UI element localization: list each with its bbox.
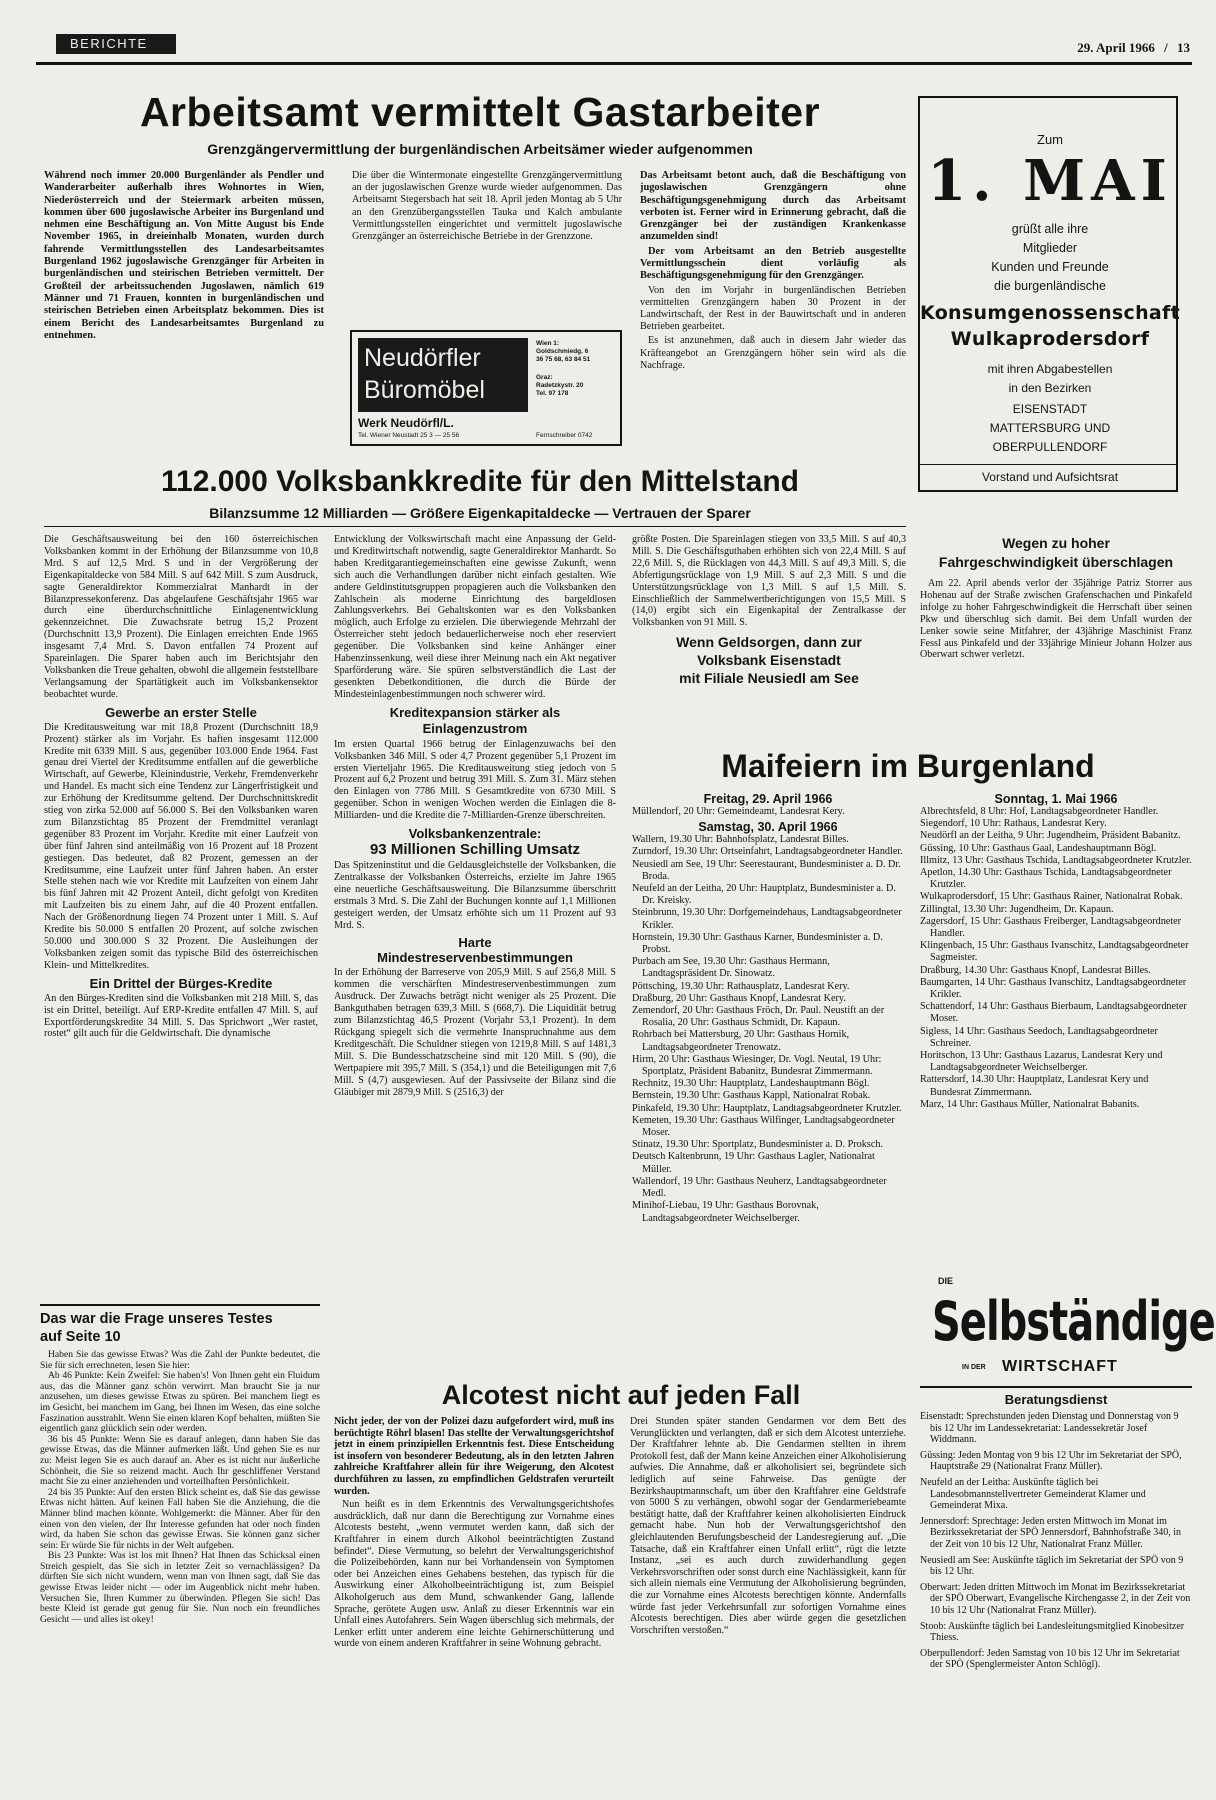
ad-volksbank-line3: mit Filiale Neusiedl am See (679, 670, 859, 687)
subhead-harte-1: Harte (458, 935, 492, 951)
speed-text: Am 22. April abends verlor der 35jährige Patriz Storrer aus Hohenau auf der Straße zwischen Grafenschachen und Pinkafeld infolge zu hoher Fahrgeschwindigkeit die Herrschaft über seinen Pkw und überschlug sich damit. Bei dem Unfall wurden der Lenker sowie seine Mitfahrer, der 43jährige Maschinist Franz Fessl aus Pinkafeld und der 33jährige Minieur Johann Holzer aus Oberwart schwer verletzt. (920, 578, 1192, 661)
ad-mai-company-2: Wulkaprodersdorf (950, 328, 1150, 350)
beratung-entry: Eisenstadt: Sprechstunden jeden Dienstag und Donnerstag von 9 bis 12 Uhr im Landessekretariat: Landessekretär Josef Widdmann. (920, 1411, 1179, 1446)
alcotest-col1-text: Nun heißt es in dem Erkenntnis des Verwaltungsgerichtshofes ausdrücklich, daß nur dann die Berechtigung zur Vornahme eines Alcotests besteht, „wenn vermutet werden kann, daß sich der Kraftfahrer in einem durch Alkohol beeinträchtigten Zustand befindet“. Diese Vermutung, so belehrt der Verwaltungsgerichtshof die Polizeibehörden, kann nur bei Vorhandensein von Symptomen oder bei Anzeichen eines Gehabens bestehen, das typisch für die Auswirkung einer Alkoholbeeinträchtigung ist, zum Beispiel Alkoholgeruch aus dem Mund, schwankender Gang, lallende Sprache, gerötete Augen usw. Anlaß zu dieser Erkenntnis war ein Unfall eines Autofahrers. Sein Wagen überschlug sich mehrmals, der Lenker erlitt unter anderem eine leichte Gehirnerschütterung und wurde von einem anderen Kraftfahrer in seine Wohnung gebracht. (334, 1499, 614, 1650)
testbox-headline-1: Das war die Frage unseres Testes (40, 1311, 273, 1327)
maifeier-entry: Rechnitz, 19.30 Uhr: Hauptplatz, Landeshauptmann Bögl. (632, 1078, 870, 1090)
ad-graz-label: Graz: (536, 374, 553, 381)
maifeier-entry: Müllendorf, 20 Uhr: Gemeindeamt, Landesrat Kery. (632, 806, 845, 817)
maifeier-entry: Siegendorf, 10 Uhr: Rathaus, Landesrat Kery. (920, 818, 1107, 830)
maifeier-entry: Hornstein, 19.30 Uhr: Gasthaus Karner, Bundesminister a. D. Probst. (632, 931, 883, 956)
maifeier-entry: Horitschon, 13 Uhr: Gasthaus Lazarus, Landesrat Kery und Landtagsabgeordneter Weichselberger. (920, 1050, 1163, 1074)
subhead-buerges: Ein Drittel der Bürges-Kredite (89, 975, 273, 991)
arbeitsamt-col3-para1: Das Arbeitsamt betont auch, daß die Beschäftigung von jugoslawischen Grenzgängern ohne Beschäftigungsgenehmigung durch das Arbeitsamt verboten ist. Ferner wird in Erinnerung gebracht, daß die Grenzgänger bei der zuständigen Krankenkasse anzumelden sind! (640, 170, 906, 243)
arbeitsamt-col3-para4: Es ist anzunehmen, daß auch in diesem Jahr wieder das Kräfteangebot an Grenzgängern höher sein wird als die Nachfrage. (640, 335, 906, 371)
maifeier-entry: Deutsch Kaltenbrunn, 19 Uhr: Gasthaus Lagler, Nationalrat Müller. (632, 1151, 875, 1175)
volksbank-rule (44, 526, 906, 527)
headline-speed-1: Wegen zu hoher (1002, 535, 1110, 551)
volksbank-col2-para2: Im ersten Quartal 1966 betrug der Einlagenzuwachs bei den Volksbanken 346 Mill. S oder 4,7 Prozent gegenüber 5,1 Prozent im ersten Vierteljahr 1965. Die Kreditausweitung stieg jedoch von 5 Prozent auf 6,2 Prozent und betrug 391 Mill. S. Zum 31. März stehen den Einlagen von 7786 Mill. S Gesamtkredite von 6730 Mill. S gegenüber. Schon in wenigen Wochen werden die Einlagen die 8-Milliarden- und die Kredite die 7-Milliarden-Grenze überschreiten. (334, 738, 616, 822)
subhead-volksbank: Bilanzsumme 12 Milliarden — Größere Eigenkapitaldecke — Vertrauen der Sparer (209, 505, 751, 521)
arbeitsamt-col1: Während noch immer 20.000 Burgenländer als Pendler und Wanderarbeiter außerhalb ihres Wohnortes in Wien, Niederösterreich und der Steiermark arbeiten müssen, kommen über 600 jugoslawische Arbeiter ins Burgenland und nehmen eine Beschäftigung an. Von Mitte August bis Ende November 1965, in dreieinhalb Monaten, wurden durch fahrende Vermittlungsstellen des Landesarbeitsamtes Burgenland 1962 jugoslawische Grenzgänger für Arbeiten in burgenländischen und steirischen Betrieben vermittelt. Der Großteil der arbeitssuchenden Jugoslawen, nämlich 619 Männer und 71 Frauen, konnten in burgenländischen und steirischen Betrieben einen Arbeitsplatz bekommen. Dies ist einem Bericht des Landesarbeitsamtes Burgenland zu entnehmen. (44, 170, 324, 341)
headline-maifeiern: Maifeiern im Burgenland (721, 748, 1095, 784)
maifeier-entry: Wallendorf, 19 Uhr: Gasthaus Neuherz, Landtagsabgeordneter Medl. (632, 1175, 887, 1200)
ad-selbst-in-der: IN DER (962, 1364, 986, 1371)
subhead-harte-2: Mindestreservenbestimmungen (377, 950, 573, 966)
maifeier-entry: Apetlon, 14.30 Uhr: Gasthaus Tschida, Landtagsabgeordneter Krutzler. (920, 867, 1172, 891)
maifeiern-day1-list (632, 806, 904, 818)
beratung-headline: Beratungsdienst (1004, 1392, 1108, 1407)
maifeier-entry: Wulkaprodersdorf, 15 Uhr: Gasthaus Rainer, Nationalrat Robak. (920, 891, 1183, 903)
ad-mai-title: 1. MAI (927, 148, 1173, 214)
ad-selbst-die: DIE (938, 1276, 954, 1286)
maifeier-entry: Bernstein, 19.30 Uhr: Gasthaus Kappl, Nationalrat Robak. (632, 1090, 871, 1102)
subhead-zentrale-1: Volksbankenzentrale: (408, 826, 542, 842)
ad-1-mai-konsum (918, 96, 1178, 492)
alcotest-col2: Drei Stunden später standen Gendarmen vor dem Bett des Verunglückten und verlangten, daß er sich dem Alcotest unterziehe. Der Kraftfahrer lehnte ab. Die Gendarmen stellten in ihrem Protokoll fest, daß der Mann keine Anzeichen einer Alkoholisierung aufwies. Die Annahme, daß er alkoholisiert sei, begründete sich lediglich auf seine Fahrweise. Das genügte der Bezirkshauptmannschaft, um über den Kraftfahrer eine Geldstrafe von 5000 S zu verhängen, obwohl sogar der Gendarmeriebeamte bestätigt hatte, daß der Kraftfahrer keinen alkoholisierten Eindruck gemacht habe. Nun hob der Verwaltungsgerichtshof den gleichlautenden Berufungsbescheid der Landesregierung auf. „Die Tatsache, daß ein Kraftfahrer einen Unfall erlitt“, rügt die letzte Instanz, „sei es auch durch zuwiderhandlung gegen Verkehrsvorschriften oder sonst durch eine Nachlässigkeit, kann für sich allein niemals eine Vermutung der Alkoholisierung begründen, die zur Vornahme eines Alcotests berechtigen könnte. Andernfalls würde fast jeder Verkehrsunfall zur sofortigen Vornahme eines Alcotests berechtigen. Dies aber würde gegen die gesetzlichen Vorschriften verstoßen.“ (630, 1416, 906, 1636)
ad-selbst-wirtschaft: WIRTSCHAFT (1002, 1358, 1118, 1375)
volksbank-col2-para1: Entwicklung der Volkswirtschaft macht eine Anpassung der Geld- und Kreditwirtschaft notwendig, sagte Generaldirektor Manhardt. So haben Kreditgarantiegemeinschaften eine gewisse Zukunft, wenn sich auch die Verhandlungen darüber nicht einfach gestalten. Wie andere Geldinstitutsgruppen propagieren auch die Volksbanken den Zahlschein als moderne Einrichtung des bargeldlosen Zahlungsverkehrs. Bei Gehaltskonten war es den Volksbanken möglich, auch Erfolge zu erzielen. Die überwiegende Mehrzahl der Österreicher steht jedoch bedauerlicherweise noch eher reserviert gegenüber. Die Volksbanken sind keine Anhänger einer Habenzinssenkung, weil diese ihrer Meinung nach ein Akt negativer Sparförderung wäre. Sie spüren selbstverständlich die Last der gesenkten Debetkonditionen, die durch die Bürde der Mindesteinlagenbestimmungen noch schwerer wird. (334, 534, 616, 700)
maifeier-entry: Kemeten, 19.30 Uhr: Gasthaus Wilfinger, Landtagsabgeordneter Moser. (632, 1114, 895, 1139)
volksbank-col1-para3: An den Bürges-Krediten sind die Volksbanken mit 218 Mill. S, das ist ein Drittel, beteiligt. Auf ERP-Kredite entfallen 47 Mill. S, auf Exportförderungskredite 34 Mill. S. Das Sprichwort „Wer rastet, rostet“ gilt auch für die Geldwirtschaft. Die dynamische (44, 992, 318, 1040)
headline-arbeitsamt: Arbeitsamt vermittelt Gastarbeiter (139, 89, 821, 135)
maifeier-entry: Rattersdorf, 14.30 Uhr: Hauptplatz, Landesrat Kery und Bundesrat Zimmermann. (920, 1074, 1149, 1098)
header-rule (36, 62, 1192, 65)
ad-selbstaendige (932, 1272, 1215, 1384)
maifeier-entry: Wallern, 19.30 Uhr: Bahnhofsplatz, Landesrat Billes. (632, 834, 849, 846)
maifeier-entry: Neufeld an der Leitha, 20 Uhr: Hauptplatz, Bundesminister a. D. Dr. Kreisky. (632, 883, 896, 907)
maifeier-entry: Draßburg, 20 Uhr: Gasthaus Knopf, Landesrat Kery. (632, 992, 846, 1004)
maifeier-entry: Güssing, 10 Uhr: Gasthaus Gaal, Landeshauptmann Bögl. (920, 842, 1157, 854)
ad-mai-district-1: EISENSTADT (1012, 402, 1088, 416)
maifeiern-day2-list (632, 834, 904, 1225)
date-separator: / (1164, 40, 1168, 55)
volksbank-col1-para2: Die Kreditausweitung war mit 18,8 Prozent (Durchschnitt 18,9 Prozent) stärker als im Vorjahr. Es haften insgesamt 112.000 Kredite mit 6339 Mill. S aus, gegenüber 103.000 Ende 1964. Fast genau drei Viertel der Kreditsumme entfallen auf die gewerbliche Wirtschaft, auf Gewerbe, Kleinindustrie, Verkehr, Fremdenverkehr und Handel. Es macht sich eine Tendenz zur Längerfristigkeit und zur Erhöhung der Kreditsumme geltend. Der Durchschnittskredit stieg von zirka 52.000 auf 56.000 S. Bei den Volksbanken waren zum Bilanzstichtag 85 Prozent der Fremdmittel veranlagt gegenüber 83 Prozent im Vorjahr. Kredite mit einer Laufzeit von über fünf Jahren sind anteilmäßig von 16 Prozent auf 18 Prozent gestiegen. Das bedeutet, daß 82 Prozent, gemessen an der Kreditsumme, eine Laufzeit unter fünf Jahren haben. An erster Stelle stehen nach wie vor Kredite mit Laufzeiten von einem Jahr bis fünf Jahren mit 42 Prozent Anteil, dicht gefolgt von Krediten mit Laufzeiten bis zu einem Jahr, auf die 40 Prozent entfallen. Nach der Größenordnung liegen 74 Prozent unter 1 Mill. S. Auf Kredite bis 50.000 S entfallen 20 Prozent, auf solche zwischen 50.000 und 300.000 S 32 Prozent. Die Ausleihungen der Volksbanken zeigen somit das typische Bild des österreichischen Klein- und Mittelkredites. (44, 721, 318, 971)
ad-volksbank-line1: Wenn Geldsorgen, dann zur (676, 634, 862, 651)
maifeier-entry: Klingenbach, 15 Uhr: Gasthaus Ivanschitz, Landtagsabgeordneter Sagmeister. (920, 940, 1189, 964)
ad-neudoerfler-line2: Büromöbel (364, 376, 485, 404)
ad-neudoerfler-company: Werk Neudörfl/L. (358, 416, 454, 430)
maifeiern-col2 (920, 792, 1192, 1111)
arbeitsamt-col3-para3: Von den im Vorjahr in burgenländischen Betrieben vermittelten Grenzgängern haben 30 Prozent in der Landwirtschaft, der Rest in der Bauwirtschaft und in anderen Betrieben gearbeitet. (640, 284, 906, 333)
testbox-result-46: Ab 46 Punkte: Kein Zweifel: Sie haben's! Von Ihnen geht ein Fluidum aus, das die Männer ganz schön verwirrt. Man braucht Sie ja nur anzusehen, um dieses gewisse Etwas zu spüren. Bei manchem liegt es im Gesicht, bei manchem im Gang, bei Ihnen im Wesen, das eine solche Faszination ausstrahlt. Wenn Sie einen klaren Kopf behalten, müßten Sie eigentlich ganz glücklich sein oder werden. (40, 1370, 320, 1435)
ad-graz-phone: Tel. 97 178 (536, 390, 569, 397)
headline-speed-2: Fahrgeschwindigkeit überschlagen (938, 554, 1174, 570)
maifeier-entry: Stinatz, 19.30 Uhr: Sportplatz, Bundesminister a. D. Proksch. (632, 1139, 883, 1151)
beratung-top-rule (920, 1386, 1192, 1388)
arbeitsamt-col3 (640, 170, 906, 372)
beratung-entry: Neusiedl am See: Auskünfte täglich im Sekretariat der SPÖ von 9 bis 12 Uhr. (920, 1554, 1184, 1578)
alcotest-lead: Nicht jeder, der von der Polizei dazu aufgefordert wird, muß ins berüchtigte Röhrl blasen! Das stellte der Verwaltungsgerichtshof jetzt in einem prinzipiellen Erkenntnis fest. Diese Entscheidung ist insofern von besonderer Bedeutung, als in den letzten Jahren zahlreiche Kraftfahrer allein für ihre Weigerung, den Alcotest durchführen zu lassen, zu empfindlichen Geldstrafen verurteilt wurden. (334, 1416, 614, 1497)
section-tag: BERICHTE (56, 34, 176, 54)
ad-neudoerfler-telex: Fernschreiber 0742 (536, 432, 593, 439)
ad-neudoerfler-tel: Tel. Wiener Neustadt 25 3 — 25 56 (358, 432, 460, 439)
issue-date: 29. April 1966 (1077, 40, 1155, 55)
maifeiern-col1 (632, 792, 904, 1225)
testbox-result-23: Bis 23 Punkte: Was ist los mit Ihnen? Hat Ihnen das Schicksal einen Streich gespielt, das Sie sich in letzter Zeit so vernachlässigen? Da dürften Sie sich nicht wundern, wenn man von Ihnen sagt, daß Sie das gewisse Etwas leider nicht — oder im Augenblick nicht mehr haben. Versuchen Sie, Ihren Kummer zu überwinden. Pflegen Sie sich! Das beste Kleid ist gerade gut genug für Sie. Nun noch ein freundliches Gesicht — und alles ist okey! (40, 1550, 320, 1625)
beratung-entry: Güssing: Jeden Montag von 9 bis 12 Uhr im Sekretariat der SPÖ, Hauptstraße 29 (Nationalrat Franz Müller). (920, 1449, 1182, 1473)
subhead-kreditexpansion: Kreditexpansion stärker als Einlagenzustrom (389, 704, 561, 736)
maifeier-entry: Hirm, 20 Uhr: Gasthaus Wiesinger, Dr. Vogl. Neutal, 19 Uhr: Sportplatz, Präsident Babanitz, Bundesrat Zimmermann. (632, 1053, 882, 1078)
ad-mai-greeting-4: die burgenländische (994, 279, 1106, 293)
volksbank-col3-para1: größte Posten. Die Spareinlagen stiegen von 33,5 Mill. S auf 40,3 Mill. S. Die Geschäftsguthaben erhöhten sich von 22,4 Mill. S auf 22,6 Mill. S, die Rücklagen von 44,3 Mill. S auf 49,3 Mill. S, die Abfertigungsrücklage von 1,9 Mill. S auf 2,3 Mill. S und die Unterstützungsrücklage von 1,3 Mill. S auf 1,5 Mill. S. Einschließlich der Sammelwertberichtigungen von 15,5 Mill. S (14,0) ergibt sich ein Eigenkapital der Zentralkasse der Volksbanken von 91 Mill. S. (632, 534, 906, 629)
beratungsdienst (920, 1392, 1192, 1675)
maifeier-entry: Draßburg, 14.30 Uhr: Gasthaus Knopf, Landesrat Billes. (920, 964, 1151, 976)
ad-neudoerfler-contacts (536, 340, 618, 398)
maifeier-entry: Pinkafeld, 19.30 Uhr: Hauptplatz, Landtagsabgeordneter Krutzler. (632, 1102, 902, 1114)
testbox-result-24: 24 bis 35 Punkte: Auf den ersten Blick scheint es, daß Sie das gewisse Etwas nicht hätten. Auf keinen Fall haben Sie die Anziehung, die die Männer blind machen könnte. Wohlgemerkt: die Männer. Aber für den einen von den vielen, der Ihr Interesse gefunden hat oder noch finden wird, da haben Sie schon das gewisse Etwas. Sie können ganz sicher sein: Er würde Sie für nichts in der Welt aufgeben. (40, 1486, 320, 1551)
headline-volksbank: 112.000 Volksbankkredite für den Mittelstand (161, 465, 799, 498)
ad-mai-divider (920, 464, 1176, 465)
ad-mai-branches (920, 360, 1180, 457)
maifeier-entry: Albrechtsfeld, 8 Uhr: Hof, Landtagsabgeordneter Handler. (920, 806, 1159, 817)
header-dateline (1030, 40, 1190, 56)
volksbank-col3 (632, 534, 906, 687)
alcotest-col1 (334, 1416, 614, 1650)
ad-mai-footer: Vorstand und Aufsichtsrat (981, 470, 1119, 484)
maifeier-entry: Pöttsching, 19.30 Uhr: Rathausplatz, Landesrat Kery. (632, 980, 850, 992)
arbeitsamt-col3-para2: Der vom Arbeitsamt an den Betrieb ausgestellte Vermittlungsschein dient vorläufig als Beschäftigungsgenehmigung für den Grenzgänger. (640, 245, 906, 282)
maifeier-entry: Baumgarten, 14 Uhr: Gasthaus Ivanschitz, Landtagsabgeordneter Krikler. (920, 976, 1187, 1001)
ad-volksbank-line2: Volksbank Eisenstadt (697, 652, 841, 669)
beratung-entry: Jennersdorf: Sprechtage: Jeden ersten Mittwoch im Monat im Bezirkssekretariat der SPÖ Jennersdorf, Bahnhofstraße 340, in der Zeit von 10 bis 12 Uhr, Nationalrat Franz Müller. (920, 1515, 1182, 1550)
headline-alcotest: Alcotest nicht auf jeden Fall (441, 1380, 801, 1410)
ad-neudoerfler-bueromoebel (350, 330, 622, 446)
beratung-entry: Stoob: Auskünfte täglich bei Landesleitungsmitglied Kinobesitzer Thiess. (920, 1620, 1185, 1644)
ad-mai-district-2: MATTERSBURG UND (989, 421, 1111, 435)
volksbank-col2-para3: Das Spitzeninstitut und die Geldausgleichstelle der Volksbanken, die Zentralkasse der Volksbanken Österreichs, erzielte im Jahre 1965 eine neuerliche Geschäftsausweitung. Die Bilanzsumme überschritt erstmals 3 Mrd. S. Die Zahl der Buchungen konnte auf 1,1 Millionen gesteigert werden, der Umsatz erhöhte sich um 11 Prozent auf 93 Mrd. S. (334, 860, 616, 931)
speed-article (920, 534, 1192, 661)
volksbank-col1 (44, 534, 318, 1040)
beratung-entry: Oberwart: Jeden dritten Mittwoch im Monat im Bezirkssekretariat der SPÖ Oberwart, Evangelische Kirchengasse 2, in der Zeit von 10 bis 12 Uhr (Nationalrat Franz Müller). (920, 1581, 1191, 1616)
ad-mai-greeting-3: Kunden und Freunde (991, 260, 1109, 274)
maifeiern-day3-list (920, 806, 1192, 1111)
page-number: 13 (1177, 40, 1190, 55)
ad-mai-zum: Zum (1037, 132, 1063, 147)
maifeier-entry: Zagersdorf, 15 Uhr: Gasthaus Freiberger, Landtagsabgeordneter Handler. (920, 915, 1182, 940)
maifeier-entry: Zillingtal, 13.30 Uhr: Jugendheim, Dr. Kapaun. (920, 903, 1114, 915)
maifeier-entry: Steinbrunn, 19.30 Uhr: Dorfgemeindehaus, Landtagsabgeordneter Krikler. (632, 907, 902, 931)
beratung-entry: Neufeld an der Leitha: Auskünfte täglich bei Landesobmannstellvertreter Gemeinderat Klamer und Gemeinderat Mixa. (920, 1476, 1146, 1512)
maifeier-entry: Sigless, 14 Uhr: Gasthaus Seedoch, Landtagsabgeordneter Schreiner. (920, 1025, 1158, 1049)
subhead-zentrale-2: 93 Millionen Schilling Umsatz (369, 841, 581, 859)
maifeier-entry: Neudörfl an der Leitha, 9 Uhr: Jugendheim, Präsident Babanitz. (920, 830, 1181, 842)
maifeier-entry: Illmitz, 13 Uhr: Gasthaus Tschida, Landtagsabgeordneter Krutzler. (920, 854, 1192, 866)
ad-mai-branches-2: in den Bezirken (1008, 381, 1092, 395)
maifeier-entry: Marz, 14 Uhr: Gasthaus Müller, Nationalrat Babanits. (920, 1098, 1140, 1110)
ad-mai-greeting-2: Mitglieder (1022, 241, 1078, 255)
ad-wien-label: Wien 1: (536, 340, 560, 347)
volksbank-col2 (334, 534, 616, 1098)
ad-mai-district-3: OBERPULLENDORF (992, 440, 1108, 454)
maifeier-entry: Neusiedl am See, 19 Uhr: Seerestaurant, Bundesminister a. D. Dr. Broda. (632, 858, 901, 882)
ad-mai-branches-1: mit ihren Abgabestellen (987, 362, 1113, 376)
beratung-entry: Oberpullendorf: Jeden Samstag von 10 bis 12 Uhr im Sekretariat der SPÖ (Spenglermeister Anton Schlögl). (920, 1647, 1180, 1671)
maifeier-entry: Zemendorf, 20 Uhr: Gasthaus Fröch, Dr. Paul. Neustift an der Rosalia, 20 Uhr: Gasthaus Schmidt, Dr. Kapaun. (632, 1005, 885, 1029)
ad-graz-address: Radetzkystr. 20 (536, 382, 584, 389)
beratung-list (920, 1411, 1192, 1671)
maifeier-entry: Rohrbach bei Mattersburg, 20 Uhr: Gasthaus Hornik, Landtagsabgeordneter Trenowatz. (632, 1029, 850, 1053)
ad-mai-greeting-1: grüßt alle ihre (1011, 222, 1089, 236)
maifeiern-day3: Sonntag, 1. Mai 1966 (994, 792, 1118, 806)
ad-mai-company (920, 300, 1180, 352)
maifeier-entry: Schattendorf, 14 Uhr: Gasthaus Bierbaum, Landtagsabgeordneter Moser. (920, 1001, 1187, 1025)
ad-mai-company-1: Konsumgenossenschaft (920, 302, 1180, 324)
ad-mai-greeting (920, 220, 1180, 296)
subhead-arbeitsamt: Grenzgängervermittlung der burgenländischen Arbeitsämer wieder aufgenommen (207, 141, 753, 157)
ad-neudoerfler-line1: Neudörfler (364, 344, 481, 372)
volksbank-col2-para4: In der Erhöhung der Barreserve von 205,9 Mill. S auf 256,8 Mill. S kommen die verschärften Mindestreservenbestimmungen zum Ausdruck. Der Zuwachs beträgt nicht weniger als 25 Prozent. Die Bankguthaben betragen 639,3 Mill. S (668,7). Die Liquidität betrug zum Bilanzstichtag 46,5 Prozent (Vorjahr 53,1 Prozent). In dem Rückgang spiegelt sich die vermehrte Inanspruchnahme aus dem Kreditgeschäft. Die Schuldner stiegen von 1219,8 Mill. S auf 1481,3 Mill. S. Die Bundesschatzscheine sind mit 120 Mill. S (90), die Wertpapiere mit 395,7 Mill. S (354,1) und die Beteiligungen mit 7,6 Mill. S (4,7) ausgewiesen. Auf der Passivseite der Bilanz sind die Gläubiger mit 2879,9 Mill. S (2516,3) der (334, 967, 616, 1098)
maifeiern-day1: Freitag, 29. April 1966 (703, 792, 833, 806)
testbox-result-36: 36 bis 45 Punkte: Wenn Sie es darauf anlegen, dann haben Sie das gewisse Etwas, das die Männer aufmerken läßt. Und gehen Sie es nur zu: Meist legen Sie es auch darauf an. Aber es ist nicht nur äußerliche Schönheit, die Sie so reizend macht. Auch Ihr geschliffener Verstand macht Sie zu einer anziehenden und vorteilhaften Persönlichkeit. (40, 1433, 320, 1488)
ad-selbst-title: Selbständige (932, 1291, 1215, 1354)
maifeier-entry: Minihof-Liebau, 19 Uhr: Gasthaus Borovnak, Landtagsabgeordneter Weichselberger. (632, 1200, 819, 1224)
testbox (40, 1310, 320, 1625)
maifeiern-day2: Samstag, 30. April 1966 (698, 820, 838, 835)
arbeitsamt-col2: Die über die Wintermonate eingestellte Grenzgängervermittlung an der jugoslawischen Grenze wurde wieder aufgenommen. Das Arbeitsamt Stegersbach hat seit 18. April jeden Montag ab 5 Uhr an den Grenzübergangsstellen Tauka und Kalch ambulante Vermittlungsstellen eingerichtet und vermittelt jugoslawische Grenzgänger an österreichische Betriebe in der Grenzzone. (352, 170, 622, 243)
ad-wien-phone: 36 75 68, 63 84 51 (536, 356, 591, 363)
testbox-intro: Haben Sie das gewisse Etwas? Was die Zahl der Punkte bedeutet, die Sie für sich errechneten, lesen Sie hier: (40, 1349, 320, 1371)
subhead-gewerbe: Gewerbe an erster Stelle (105, 704, 257, 720)
testbox-headline-2: auf Seite 10 (40, 1329, 121, 1345)
ad-neudoerfler-logo (358, 338, 528, 412)
maifeier-entry: Purbach am See, 19.30 Uhr: Gasthaus Hermann, Landtagspräsident Dr. Sinowatz. (632, 956, 830, 980)
testbox-top-rule (40, 1304, 320, 1306)
ad-wien-address: Goldschmiedg. 6 (536, 348, 589, 355)
volksbank-col1-para1: Die Geschäftsausweitung bei den 160 österreichischen Volksbanken kommt in der Erhöhung der Bilanzsumme von 10,8 Mrd. S auf 12,5 Mrd. S und in der Vergrößerung der Eigenkapitaldecke von 584 Mill. S auf 642 Mill. S zum Ausdruck, sagte Generaldirektor Kommerzialrat Manhardt in der Bilanzpressekonferenz. Das abgelaufene Geschäftsjahr 1965 war durch eine überdurchschnittliche Einlagenentwicklung gekennzeichnet. Die Zuwachsrate betrug 15,2 Prozent (Durchschnitt 13,9 Prozent). Die Einlagen erreichten Ende 1965 insgesamt 7,4 Mrd. S. Davon entfallen 74 Prozent auf Spareinlagen. Die Sparer haben auch im Berichtsjahr den Volksbanken die Treue gehalten, obwohl die allgemein feststellbare Verlangsamung der Spartätigkeit auch im Volksbankensektor beobachtet wurde. (44, 534, 318, 700)
maifeier-entry: Zurndorf, 19.30 Uhr: Ortseinfahrt, Landtagsabgeordneter Handler. (632, 846, 903, 858)
